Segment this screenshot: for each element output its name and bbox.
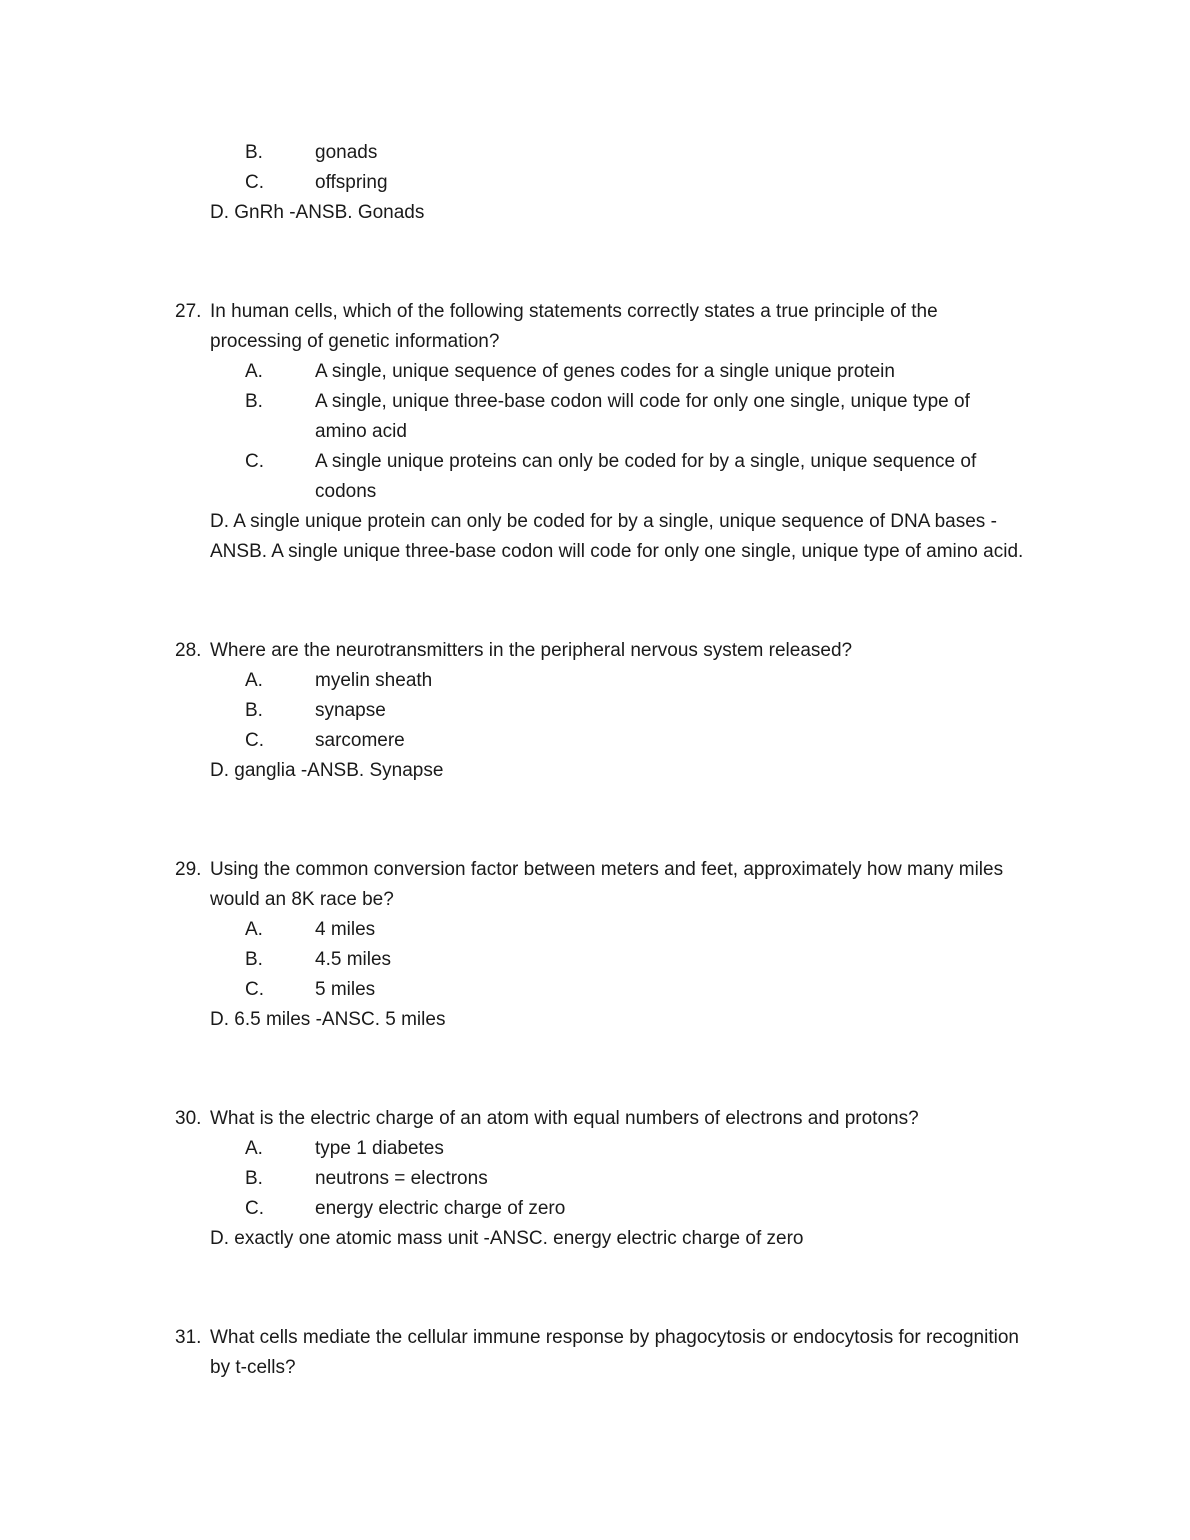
option-text: codons xyxy=(315,481,377,502)
option-letter: C. xyxy=(245,451,264,472)
question-text: What cells mediate the cellular immune response by phagocytosis or endocytosis for recognition xyxy=(210,1327,1019,1348)
question-number: 30. xyxy=(175,1108,202,1129)
option-text: 5 miles xyxy=(315,979,376,1000)
option-letter: C. xyxy=(245,172,264,193)
option-text: 4.5 miles xyxy=(315,949,392,970)
option-text: 4 miles xyxy=(315,919,376,940)
option-text: sarcomere xyxy=(315,730,405,751)
option-letter: B. xyxy=(245,700,263,721)
option-text: myelin sheath xyxy=(315,670,433,691)
option-text: type 1 diabetes xyxy=(315,1138,444,1159)
option-text: amino acid xyxy=(315,421,407,442)
answer-line: D. A single unique protein can only be coded for by a single, unique sequence of DNA bases - xyxy=(210,511,997,532)
question-text: In human cells, which of the following statements correctly states a true principle of the xyxy=(210,301,938,322)
question-number: 31. xyxy=(175,1327,202,1348)
question-text: processing of genetic information? xyxy=(210,331,500,352)
option-letter: C. xyxy=(245,730,264,751)
question-number: 28. xyxy=(175,640,202,661)
option-text: synapse xyxy=(315,700,386,721)
question-text: by t-cells? xyxy=(210,1357,296,1378)
question-number: 27. xyxy=(175,301,202,322)
option-letter: B. xyxy=(245,949,263,970)
answer-line: D. ganglia -ANSB. Synapse xyxy=(210,760,444,781)
option-text: A single, unique three-base codon will code for only one single, unique type of xyxy=(315,391,970,412)
option-letter: C. xyxy=(245,979,264,1000)
question-text: Where are the neurotransmitters in the peripheral nervous system released? xyxy=(210,640,853,661)
question-text: What is the electric charge of an atom with equal numbers of electrons and protons? xyxy=(210,1108,919,1129)
answer-line: D. exactly one atomic mass unit -ANSC. energy electric charge of zero xyxy=(210,1228,804,1249)
question-text: Using the common conversion factor between meters and feet, approximately how many miles xyxy=(210,859,1004,880)
option-letter: B. xyxy=(245,1168,263,1189)
option-letter: A. xyxy=(245,670,263,691)
answer-line: ANSB. A single unique three-base codon will code for only one single, unique type of amino acid. xyxy=(210,541,1024,562)
option-letter: A. xyxy=(245,919,263,940)
answer-line: D. 6.5 miles -ANSC. 5 miles xyxy=(210,1009,446,1030)
answer-line: D. GnRh -ANSB. Gonads xyxy=(210,202,425,223)
option-text: A single unique proteins can only be coded for by a single, unique sequence of xyxy=(315,451,977,472)
option-letter: C. xyxy=(245,1198,264,1219)
question-number: 29. xyxy=(175,859,202,880)
option-letter: B. xyxy=(245,142,263,163)
option-letter: A. xyxy=(245,361,263,382)
option-text: A single, unique sequence of genes codes for a single unique protein xyxy=(315,361,895,382)
option-text: gonads xyxy=(315,142,378,163)
option-letter: A. xyxy=(245,1138,263,1159)
option-text: neutrons = electrons xyxy=(315,1168,488,1189)
option-text: energy electric charge of zero xyxy=(315,1198,566,1219)
question-text: would an 8K race be? xyxy=(210,889,394,910)
option-text: offspring xyxy=(315,172,388,193)
option-letter: B. xyxy=(245,391,263,412)
